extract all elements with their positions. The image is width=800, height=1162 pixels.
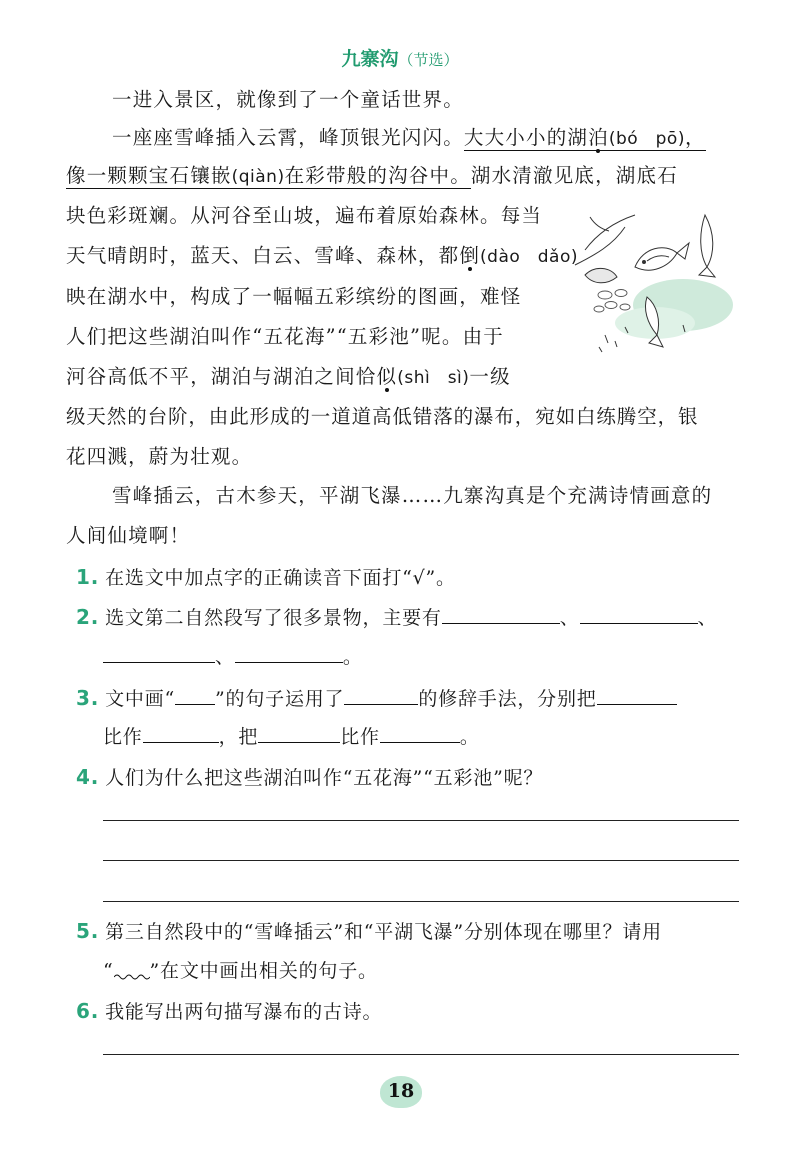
question-5: 5. 第三自然段中的“雪峰插云”和“平湖飞瀑”分别体现在哪里？请用 bbox=[76, 919, 662, 943]
answer-blank[interactable] bbox=[103, 644, 215, 663]
question-4: 4. 人们为什么把这些湖泊叫作“五花海”“五彩池”呢？ bbox=[76, 765, 544, 789]
dotted-char: 泊 bbox=[588, 126, 609, 149]
question-number: 2. bbox=[76, 605, 100, 629]
dotted-char: 似 bbox=[376, 365, 398, 388]
wavy-line-sample bbox=[114, 959, 150, 977]
question-number: 1. bbox=[76, 565, 100, 589]
fish-lake-illustration bbox=[565, 205, 740, 365]
question-2: 2. 选文第二自然段写了很多景物，主要有 、 、 bbox=[76, 605, 718, 629]
title-sub: （节选） bbox=[398, 51, 459, 69]
question-number: 3. bbox=[76, 686, 100, 710]
answer-line[interactable] bbox=[103, 820, 739, 821]
question-2-cont: 、 。 bbox=[103, 643, 363, 671]
answer-line[interactable] bbox=[103, 901, 739, 902]
passage-line: 块色彩斑斓。从河谷至山坡，遍布着原始森林。每当 bbox=[66, 204, 543, 227]
dotted-char: 倒 bbox=[459, 244, 481, 267]
page-number: 18 bbox=[387, 1080, 415, 1102]
passage-line: 花四溅，蔚为壮观。 bbox=[66, 445, 253, 468]
answer-line[interactable] bbox=[103, 1054, 739, 1055]
passage-line: 映在湖水中，构成了一幅幅五彩缤纷的图画，难怪 bbox=[66, 285, 522, 308]
question-3-cont: 比作 ，把 比作 。 bbox=[103, 726, 480, 748]
answer-blank[interactable] bbox=[580, 605, 698, 624]
answer-blank[interactable] bbox=[442, 605, 560, 624]
question-number: 5. bbox=[76, 919, 100, 943]
passage-line: 河谷高低不平，湖泊与湖泊之间恰似(shì sì)一级 bbox=[66, 365, 511, 388]
answer-blank[interactable] bbox=[380, 724, 460, 743]
passage-line: 人们把这些湖泊叫作“五花海”“五彩池”呢。由于 bbox=[66, 325, 504, 348]
title-main: 九寨沟 bbox=[341, 48, 399, 70]
passage-line: 像一颗颗宝石镶嵌(qiàn)在彩带般的沟谷中。湖水清澈见底，湖底石 bbox=[66, 164, 678, 187]
answer-blank[interactable] bbox=[344, 686, 418, 705]
question-number: 6. bbox=[76, 999, 100, 1023]
passage-line: 级天然的台阶，由此形成的一道道高低错落的瀑布，宛如白练腾空，银 bbox=[66, 405, 699, 428]
underline-sample bbox=[175, 686, 215, 705]
underlined-sentence: 大大小小的湖泊(bó pō)， bbox=[463, 126, 706, 149]
passage-title bbox=[0, 44, 800, 71]
answer-blank[interactable] bbox=[597, 686, 677, 705]
answer-blank[interactable] bbox=[235, 644, 343, 663]
question-number: 4. bbox=[76, 765, 100, 789]
passage-line: 人间仙境啊！ bbox=[66, 524, 191, 547]
pinyin-options: (shì sì) bbox=[397, 368, 470, 388]
question-6: 6. 我能写出两句描写瀑布的古诗。 bbox=[76, 999, 383, 1023]
passage-line: 雪峰插云，古木参天，平湖飞瀑……九寨沟真是个充满诗情画意的 bbox=[112, 484, 713, 507]
answer-blank[interactable] bbox=[258, 724, 340, 743]
passage-line: 一座座雪峰插入云霄，峰顶银光闪闪。大大小小的湖泊(bó pō)， bbox=[112, 126, 706, 149]
question-1: 1. 在选文中加点字的正确读音下面打“√”。 bbox=[76, 565, 456, 589]
passage-line: 天气晴朗时，蓝天、白云、雪峰、森林，都倒(dào dǎo) bbox=[66, 244, 578, 267]
pinyin-options: (bó pō) bbox=[608, 129, 685, 149]
page-number-badge bbox=[376, 1074, 426, 1110]
question-5-cont: “ ”在文中画出相关的句子。 bbox=[103, 960, 378, 982]
question-3: 3. 文中画“ ”的句子运用了 的修辞手法，分别把 bbox=[76, 684, 677, 713]
answer-line[interactable] bbox=[103, 860, 739, 861]
pinyin-options: (qiàn) bbox=[231, 167, 285, 187]
answer-blank[interactable] bbox=[143, 724, 219, 743]
pinyin-options: (dào dǎo) bbox=[480, 247, 578, 267]
passage-line: 一进入景区，就像到了一个童话世界。 bbox=[112, 88, 464, 111]
underlined-sentence: 像一颗颗宝石镶嵌(qiàn)在彩带般的沟谷中。 bbox=[66, 164, 471, 187]
